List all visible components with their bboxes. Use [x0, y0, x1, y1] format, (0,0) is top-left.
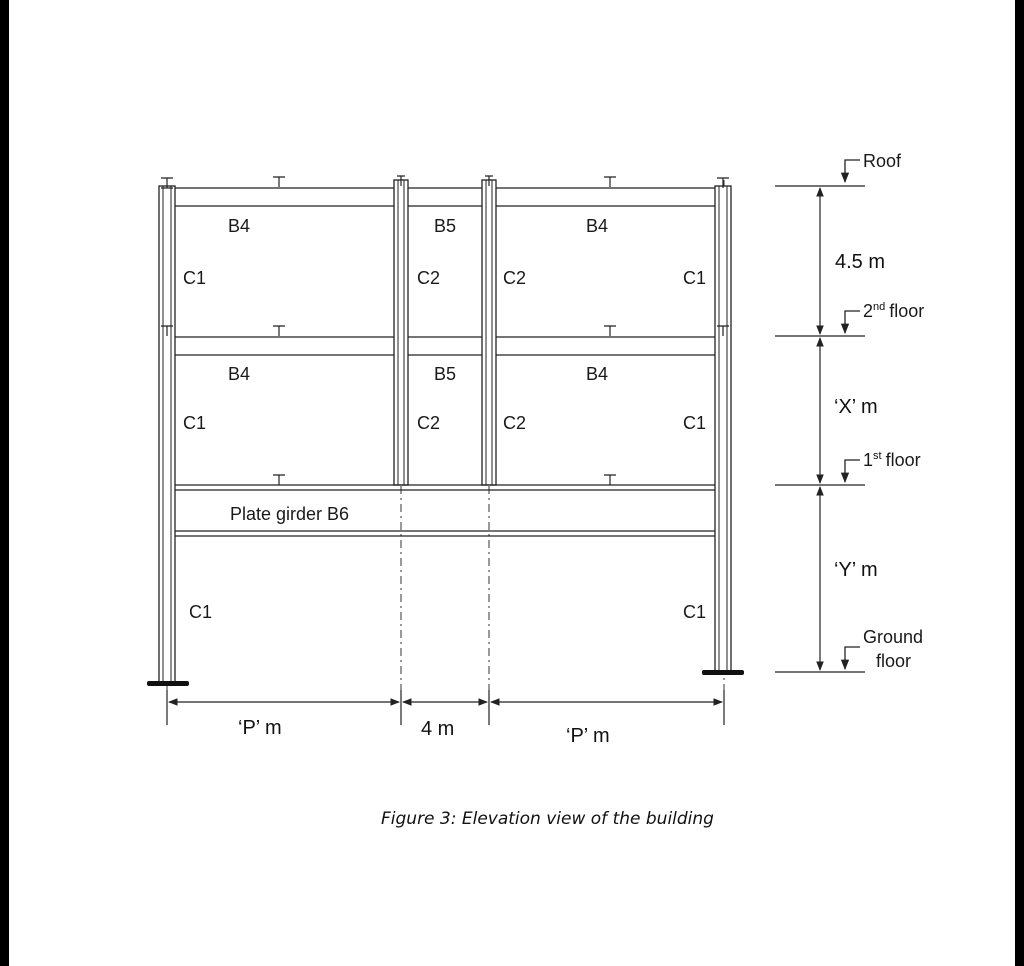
label-c1-left-top: C1	[183, 268, 207, 288]
level-ground-line1: Ground	[863, 627, 924, 647]
second-floor-superscript: nd	[873, 301, 886, 313]
first-floor-level-marker	[845, 460, 860, 482]
second-floor-beams	[175, 337, 715, 355]
base-plate-right	[702, 670, 744, 675]
label-b4-second-right: B4	[586, 364, 609, 384]
first-floor-word: floor	[885, 450, 921, 470]
first-floor-superscript: st	[873, 450, 882, 462]
label-b4-second-left: B4	[228, 364, 251, 384]
second-floor-word: floor	[889, 301, 925, 321]
label-c1-right-bottom: C1	[683, 602, 707, 622]
elevation-drawing	[9, 0, 1015, 966]
dim-second-to-first: ‘X’ m	[834, 396, 878, 418]
label-c1-right-mid: C1	[683, 413, 707, 433]
label-plate-girder: Plate girder B6	[230, 504, 350, 524]
figure-caption: Figure 3: Elevation view of the building	[381, 809, 714, 829]
column-c1-left	[159, 186, 175, 682]
label-c1-right-top: C1	[683, 268, 707, 288]
ground-floor-level-marker	[845, 647, 860, 669]
column-webs	[163, 180, 727, 682]
label-b5-roof: B5	[434, 216, 457, 236]
label-c1-left-mid: C1	[183, 413, 207, 433]
level-second-floor	[863, 301, 924, 321]
label-c1-left-bottom: C1	[189, 602, 213, 622]
base-plates	[147, 670, 744, 686]
column-c2-left	[394, 180, 408, 485]
columns	[159, 180, 731, 682]
label-c2-left-top: C2	[417, 268, 441, 288]
dim-first-to-ground: ‘Y’ m	[834, 559, 878, 581]
label-b4-roof-left: B4	[228, 216, 251, 236]
first-floor-number: 1	[863, 450, 874, 470]
level-first-floor	[863, 450, 921, 470]
roof-level-marker	[845, 160, 860, 182]
dim-middle-bay: 4 m	[421, 718, 455, 740]
dim-left-bay: ‘P’ m	[238, 717, 282, 739]
column-c2-right	[482, 180, 496, 485]
label-c2-right-top: C2	[503, 268, 527, 288]
drawing-sheet	[9, 0, 1015, 966]
roof-beams	[175, 188, 715, 206]
label-b5-second: B5	[434, 364, 457, 384]
column-c1-right	[715, 186, 731, 672]
base-plate-left	[147, 681, 189, 686]
grid-lines	[167, 180, 724, 725]
label-c2-left-mid: C2	[417, 413, 441, 433]
label-b4-roof-right: B4	[586, 216, 609, 236]
dim-right-bay: ‘P’ m	[566, 725, 610, 747]
label-c2-right-mid: C2	[503, 413, 527, 433]
level-roof: Roof	[863, 151, 902, 171]
level-ground-line2: floor	[876, 651, 912, 671]
dim-roof-to-second: 4.5 m	[835, 251, 886, 273]
second-floor-number: 2	[863, 301, 874, 321]
second-floor-level-marker	[845, 311, 860, 333]
